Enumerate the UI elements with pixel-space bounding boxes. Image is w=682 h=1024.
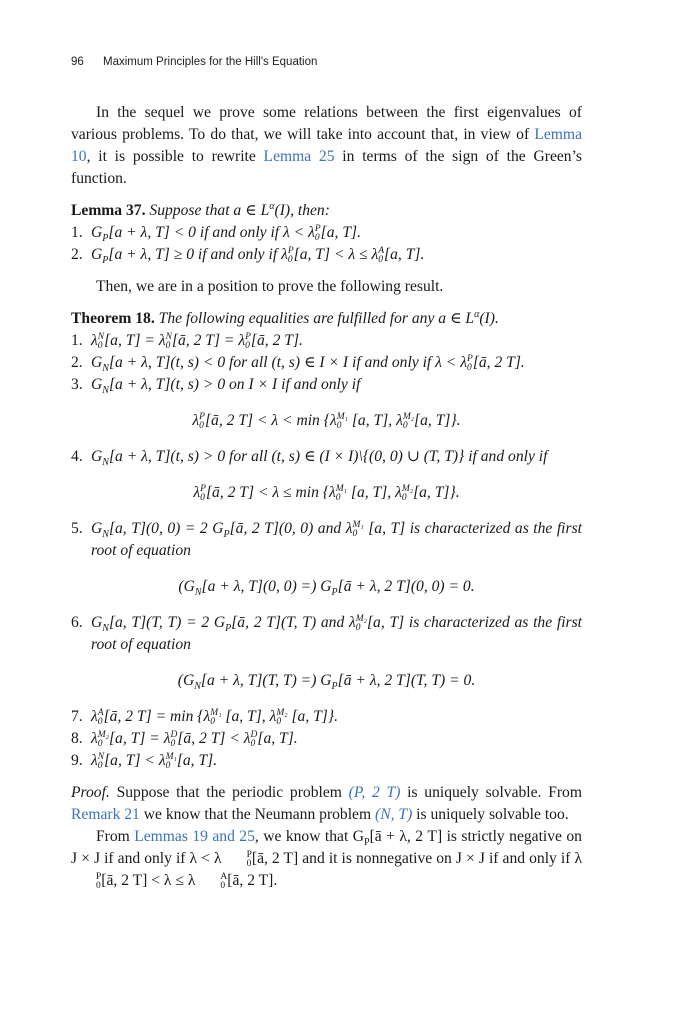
- theorem-label: Theorem 18.: [71, 310, 155, 327]
- proof-paragraph-2: From Lemmas 19 and 25, we know that $G_P[ā + \lambda$, 2 T] is strictly negative on J × J if and only if λ < λ P 0 [ā, 2 T] and it is nonnegative on J × J if and only if λ P 0 [ā, 2 T] < λ ≤ λ A 0 [ā, 2 T].: [71, 828, 582, 891]
- theorem-item-2: 2. $G_N[a + \lambda$, T](t, s) < 0 for all (t, s) ∈ I × I if and only if λ < λ P 0 [ā, 2 T].: [71, 354, 525, 375]
- lemma-item-1: 1. $G_P[a + \lambda$, T] < 0 if and only if λ < λ P 0 [a, T].: [71, 224, 361, 245]
- display-equation-6: ($G_N[a + \lambda$, T](T, T) =) $G_P[ā + \lambda$, 2 T](T, T) = 0.: [177, 672, 476, 693]
- intro-paragraph: In the sequel we prove some relations between the first eigenvalues of various problems. To do that, we will take into account that, in view of Lemma 10, it is possible to rewrite Lemma 25 in terms of the sign of the Green’s function.: [71, 104, 582, 187]
- neumann-problem-link[interactable]: (N, T): [375, 806, 413, 823]
- running-title: Maximum Principles for the Hill's Equation: [103, 56, 318, 68]
- then-paragraph: Then, we are in a position to prove the following result.: [96, 278, 444, 295]
- display-equation-4: λ P 0 [ā, 2 T] < λ ≤ min {λ M₁ 0 [a, T], λ M₂ 0 [a, T]}.: [193, 484, 460, 503]
- periodic-problem-link[interactable]: (P, 2 T): [348, 784, 401, 801]
- remark-21-link[interactable]: Remark 21: [71, 806, 140, 823]
- display-equation-5: ($G_N[a + \lambda$, T](0, 0) =) $G_P[ā + \lambda$, 2 T](0, 0) = 0.: [178, 578, 475, 599]
- theorem-item-9: 9. λ N 0 [a, T] < λ M₁ 0 [a, T].: [71, 752, 218, 771]
- page-number: 96: [71, 56, 84, 68]
- theorem-item-4: 4. $G_N[a + \lambda$, T](t, s) > 0 for all (t, s) ∈ (I × I)\{(0, 0) ∪ (T, T)} if and only if: [71, 448, 548, 469]
- theorem-item-5: 5. $G_N[a$, T](0, 0) = 2 $G_P[ā$, 2 T](0, 0) and λ M₁ 0 [a, T] is characterized as the first root of equation: [71, 520, 582, 559]
- display-equation-3: λ P 0 [ā, 2 T] < λ < min {λ M₁ 0 [a, T], λ M₂ 0 [a, T]}.: [192, 412, 461, 431]
- theorem-item-3: 3. $G_N[a + \lambda$, T](t, s) > 0 on I × I if and only if: [71, 376, 361, 397]
- theorem-18-heading: Theorem 18. The following equalities are fulfilled for any a ∈ $L^\alpha(I)$.: [71, 308, 499, 327]
- running-header: [71, 56, 317, 68]
- lemma-label: Lemma 37.: [71, 202, 146, 219]
- theorem-item-7: 7. λ A 0 [ā, 2 T] = min {λ M₁ 0 [a, T], λ M₂ 0 [a, T]}.: [71, 708, 339, 727]
- theorem-item-8: 8. λ M₂ 0 [a, T] = λ D 0 [ā, 2 T] < λ D 0 [a, T].: [71, 730, 298, 749]
- lemmas-19-25-link[interactable]: Lemmas 19 and 25: [134, 828, 255, 845]
- theorem-item-1: 1. λ N 0 [a, T] = λ N 0 [ā, 2 T] = λ P 0 [ā, 2 T].: [71, 332, 303, 351]
- lemma-10-link[interactable]: Lemma 10: [71, 126, 582, 165]
- proof-label: Proof.: [71, 784, 110, 801]
- theorem-item-6: 6. $G_N[a$, T](T, T) = 2 $G_P[ā$, 2 T](T, T) and λ M₂ 0 [a, T] is characterized as the first root of equation: [71, 614, 582, 653]
- lemma-25-link[interactable]: Lemma 25: [263, 148, 335, 165]
- lemma-item-2: 2. $G_P[a + \lambda$, T] ≥ 0 if and only if λ P 0 [a, T] < λ ≤ λ A 0 [a, T].: [71, 246, 425, 267]
- proof-paragraph: Proof. Suppose that the periodic problem (P, 2 T) is uniquely solvable. From Remark 21 we know that the Neumann problem (N, T) is uniquely solvable too.: [71, 784, 582, 823]
- lemma-37-heading: Lemma 37. Suppose that a ∈ $L^\alpha(I)$, then:: [71, 200, 330, 219]
- page-body: [71, 102, 582, 892]
